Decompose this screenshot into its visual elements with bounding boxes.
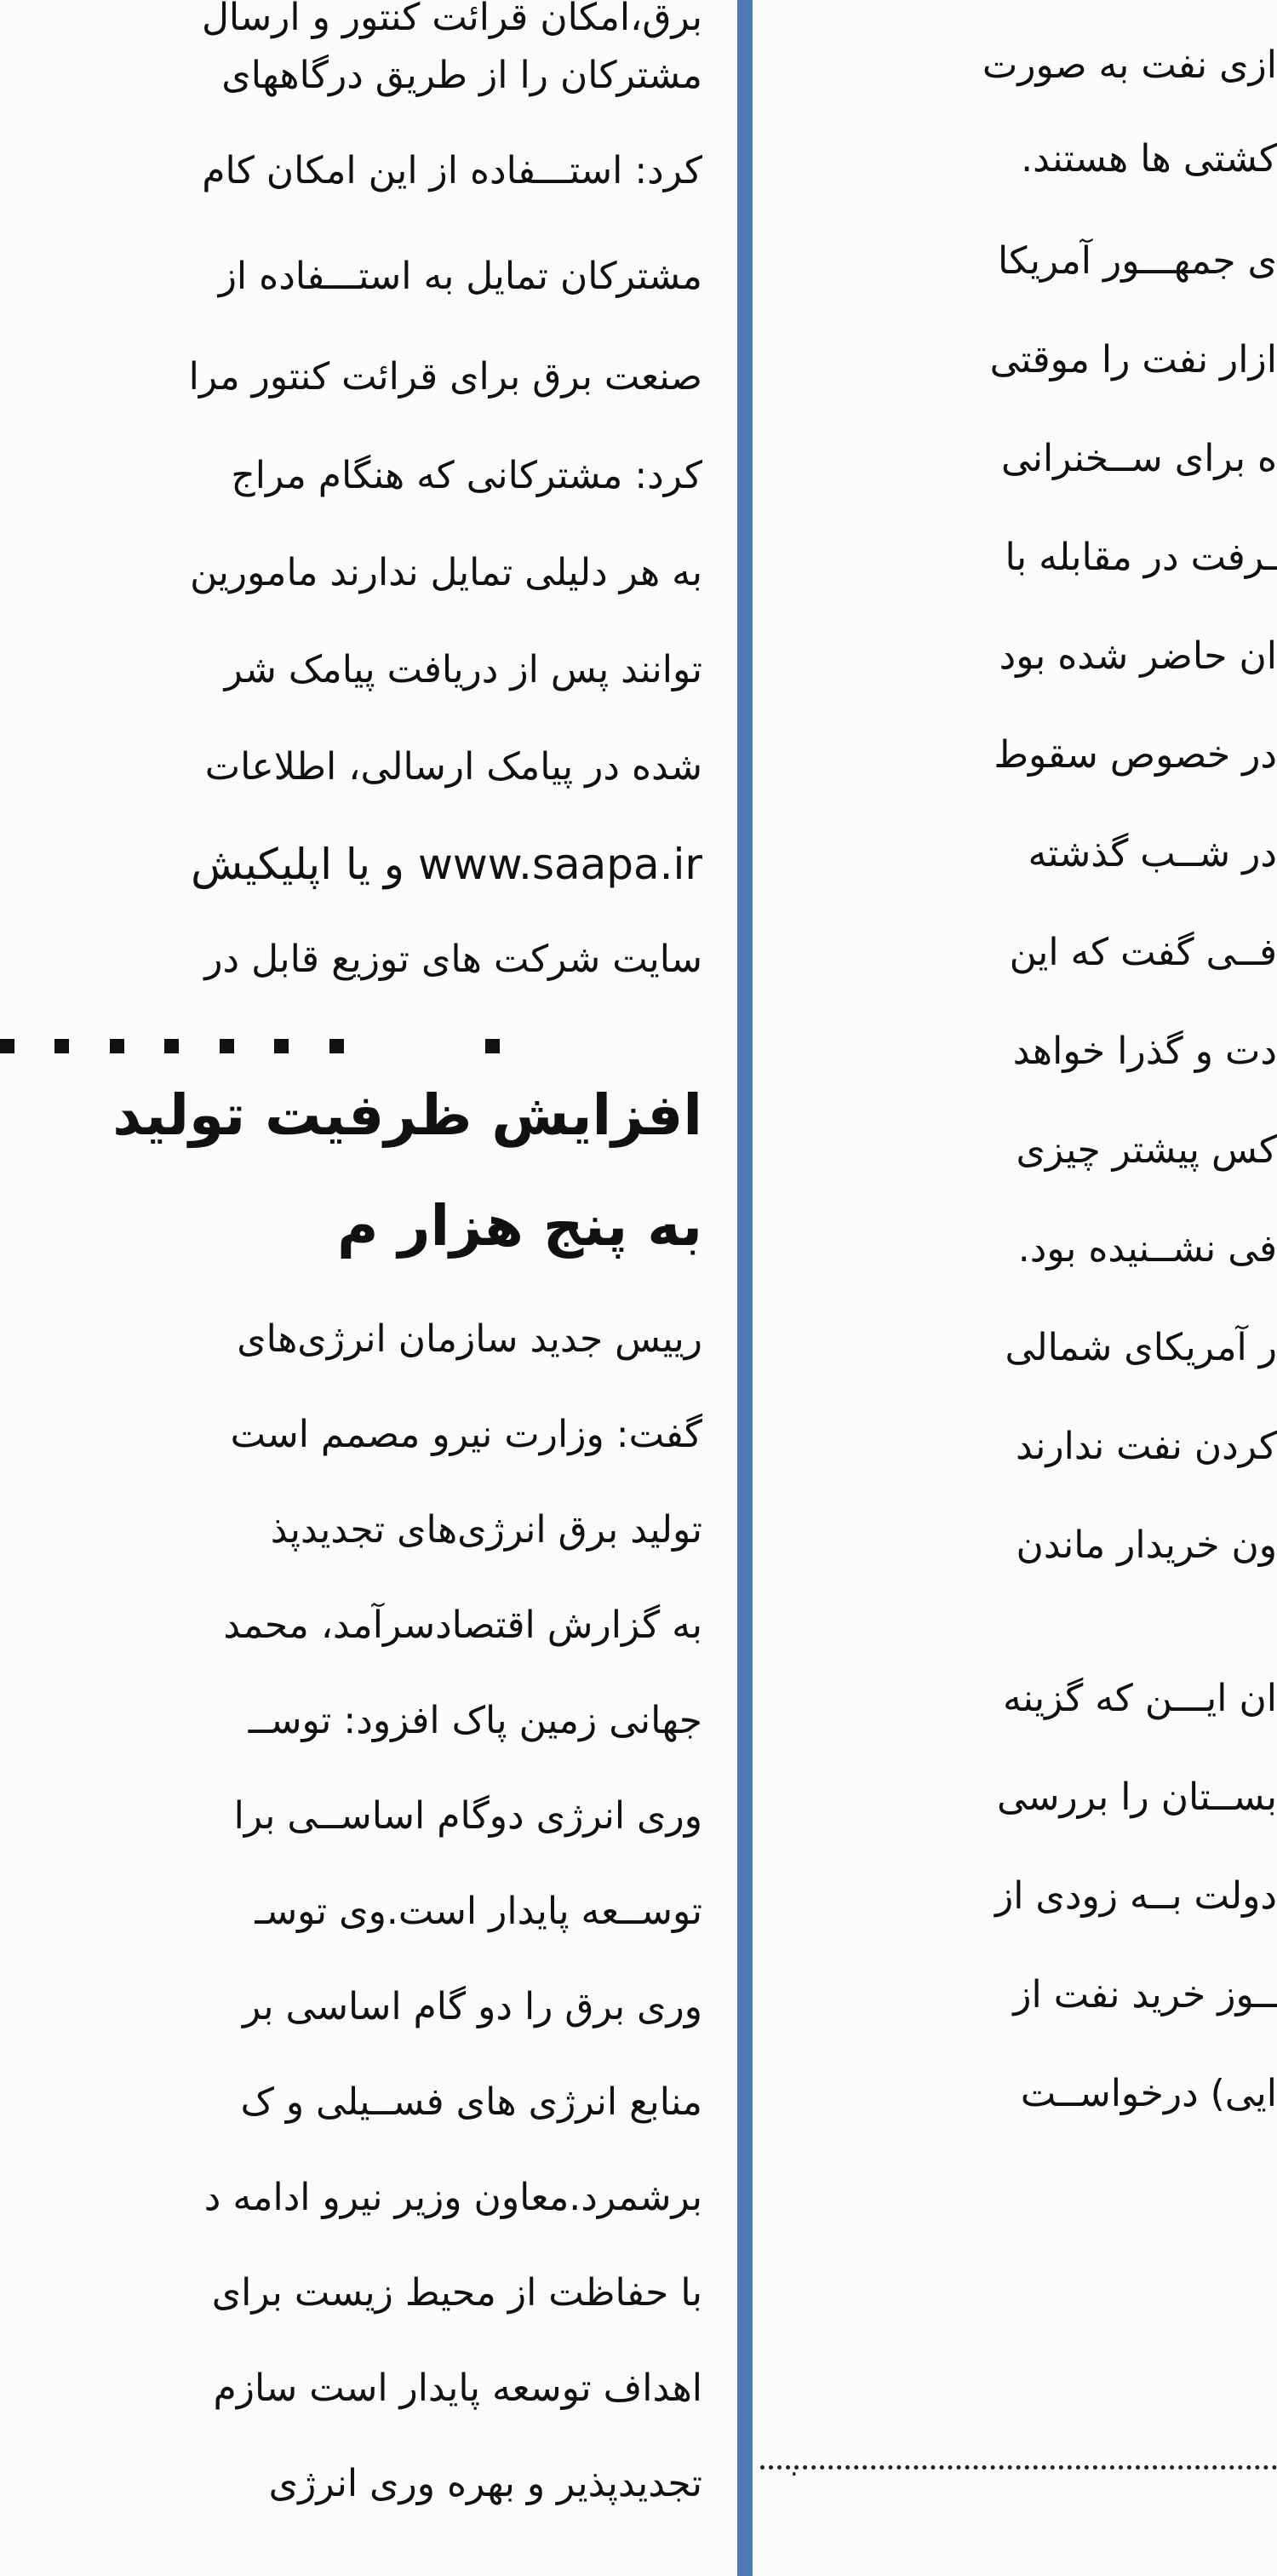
website-url-line: www.saapa.ir و یا اپلیکیش bbox=[191, 840, 702, 889]
body-text-line: صنعت برق برای قرائت کنتور مرا bbox=[188, 355, 702, 399]
body-text-line: وری انرژی دوگام اساســی برا bbox=[233, 1794, 702, 1838]
body-text-line: ازار نفت را موقتی bbox=[989, 338, 1277, 382]
body-text-line: توســعه پایدار است.وی توسـ bbox=[255, 1890, 702, 1933]
right-article-column bbox=[760, 0, 1277, 2576]
body-text-line: در خصوص سقوط bbox=[994, 733, 1277, 777]
body-text-line: مشترکان را از طریق درگاههای bbox=[221, 54, 702, 97]
body-text-line: ون خریدار ماندن bbox=[1016, 1523, 1277, 1567]
body-text-line: اهداف توسعه پایدار است سازم bbox=[213, 2367, 702, 2410]
body-text-line: ایی) درخواســت bbox=[1020, 2072, 1277, 2115]
body-text-line: ـرفت در مقابله با bbox=[1005, 536, 1277, 579]
body-text-line: بســتان را بررسی bbox=[996, 1776, 1277, 1819]
body-text-line: دولت بــه زودی از bbox=[994, 1874, 1277, 1918]
body-text-line: به هر دلیلی تمایل ندارند مامورین bbox=[190, 551, 702, 594]
body-text-line: ان حاضر شده بود bbox=[999, 634, 1277, 678]
article-headline-line: به پنج هزار م bbox=[337, 1193, 702, 1259]
article-headline-line: افزایش ظرفیت تولید bbox=[112, 1082, 702, 1148]
body-text-line: توانند پس از دریافت پیامک شر bbox=[224, 648, 702, 691]
body-text-line: ی جمهـــور آمریکا bbox=[997, 239, 1277, 283]
body-text-line: برق،امکان قرائت کنتور و ارسال bbox=[201, 0, 702, 39]
body-text-line: به گزارش اقتصادسرآمد، محمد bbox=[223, 1604, 702, 1647]
body-text-line: فــی گفت که این bbox=[1009, 931, 1277, 974]
body-text-line: کرد: استـــفاده از این امکان کام bbox=[202, 149, 702, 192]
body-text-line: کردن نفت ندارند bbox=[1016, 1425, 1277, 1468]
body-text-line: تجدیدپذیر و بهره وری انرژی bbox=[268, 2462, 702, 2505]
body-text-line: مشترکان تمایل به استـــفاده از bbox=[218, 255, 702, 298]
body-text-line: کرد: مشترکانی که هنگام مراج bbox=[231, 454, 702, 497]
body-text-line: ــوز خرید نفت از bbox=[1013, 1973, 1277, 2017]
body-text-line: تولید برق انرژی‌های تجدیدپذ bbox=[270, 1508, 702, 1552]
body-text-line: ان ایـــن که گزینه bbox=[1002, 1677, 1277, 1720]
body-text-line: وری برق را دو گام اساسی بر bbox=[243, 1985, 702, 2028]
body-text-line: جهانی زمین پاک افزود: توســ bbox=[248, 1699, 702, 1742]
body-text-line: دت و گذرا خواهد bbox=[1012, 1030, 1277, 1073]
body-text-line: ه برای ســخنرانی bbox=[1001, 437, 1277, 480]
body-text-line: سایت شرکت های توزیع قابل در bbox=[204, 938, 702, 981]
body-text-line: با حفاظت از محیط زیست برای bbox=[211, 2271, 702, 2315]
dotted-rule bbox=[760, 2465, 1277, 2470]
body-text-line: کس پیشتر چیزی bbox=[1016, 1128, 1277, 1172]
body-text-line: رییس جدید سازمان انرژی‌های bbox=[237, 1317, 702, 1361]
body-text-line: کشتی ها هستند. bbox=[1021, 137, 1277, 181]
footer-mark: . bbox=[790, 2453, 799, 2482]
body-text-line: شده در پیامک ارسالی، اطلاعات bbox=[204, 745, 702, 789]
body-text-line: در شــب گذشته bbox=[1028, 832, 1277, 875]
body-text-line: گفت: وزارت نیرو مصمم است bbox=[230, 1413, 702, 1456]
body-text-line: ر آمریکای شمالی bbox=[1005, 1326, 1277, 1369]
body-text-line: برشمرد.معاون وزیر نیرو ادامه د bbox=[203, 2176, 702, 2219]
section-separator-dots bbox=[0, 1029, 702, 1063]
column-divider bbox=[737, 0, 753, 2576]
body-text-line: فی نشــنیده بود. bbox=[1017, 1227, 1277, 1271]
body-text-line: ازی نفت به صورت bbox=[982, 43, 1277, 87]
body-text-line: منابع انرژی های فســیلی و ک bbox=[240, 2080, 702, 2124]
